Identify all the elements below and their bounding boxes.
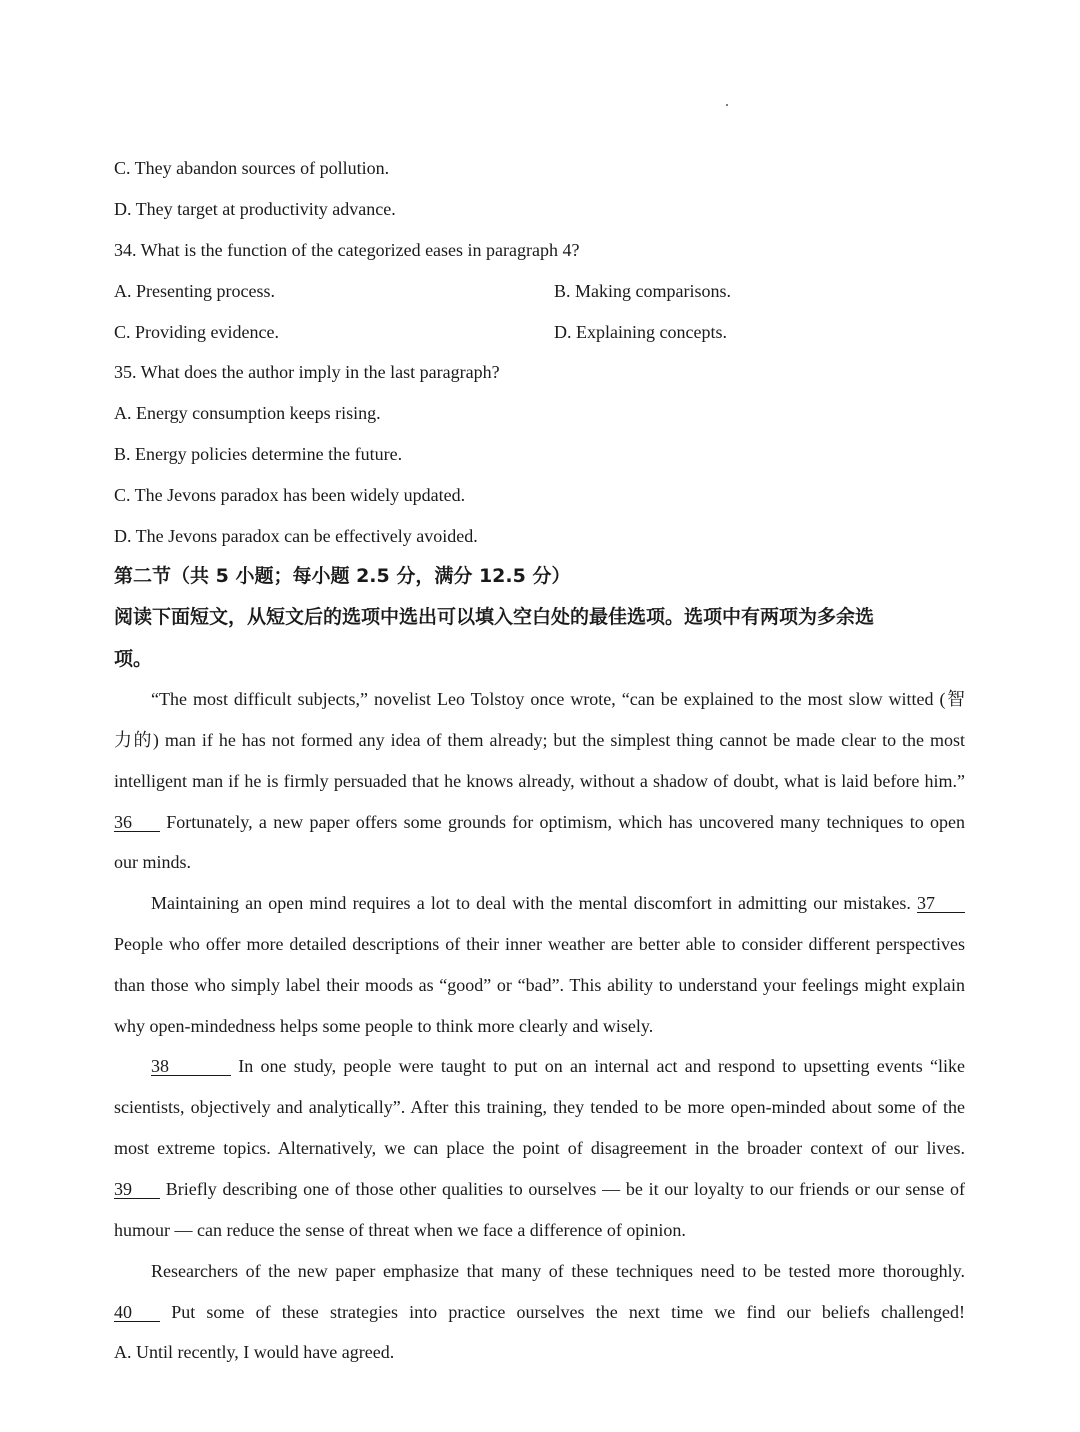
section-instruction-line1: 阅读下面短文，从短文后的选项中选出可以填入空白处的最佳选项。选项中有两项为多余选	[114, 606, 875, 628]
option-a: A. Until recently, I would have agreed.	[114, 1342, 395, 1362]
passage-p3-after38: In one study, people were taught to put on an internal act and respond to upsetting events “like	[238, 1056, 966, 1076]
blank-40[interactable]: 40	[114, 1303, 160, 1322]
section-instruction-line2: 项。	[114, 648, 153, 670]
passage-p1-line4	[114, 811, 965, 833]
q35-option-c: C. The Jevons paradox has been widely updated.	[114, 485, 466, 505]
passage-p2-line4: why open-mindedness helps some people to think more clearly and wisely.	[114, 1016, 654, 1036]
passage-p4-line2	[114, 1301, 965, 1323]
q35-option-d: D. The Jevons paradox can be effectively avoided.	[114, 526, 478, 546]
q34-option-a: A. Presenting process.	[114, 281, 275, 301]
passage-p4-after40: Put some of these strategies into practice ourselves the next time we find our beliefs challenged!	[171, 1302, 966, 1322]
passage-p2-line1	[151, 892, 965, 914]
q34-option-c: C. Providing evidence.	[114, 322, 279, 342]
scan-speck	[726, 104, 728, 106]
passage-p3-last: humour — can reduce the sense of threat when we face a difference of opinion.	[114, 1220, 686, 1240]
passage-p1-after36: Fortunately, a new paper offers some grounds for optimism, which has uncovered many techniques to open	[166, 812, 966, 832]
q33-option-c: C. They abandon sources of pollution.	[114, 158, 390, 178]
q33-option-d: D. They target at productivity advance.	[114, 199, 396, 219]
passage-p3-line4	[114, 1178, 965, 1200]
q35-option-a: A. Energy consumption keeps rising.	[114, 403, 381, 423]
blank-37[interactable]: 37	[917, 894, 965, 913]
q35-option-b: B. Energy policies determine the future.	[114, 444, 403, 464]
section-title: 第二节（共 5 小题；每小题 2.5 分，满分 12.5 分）	[114, 565, 571, 587]
passage-p3-after39: Briefly describing one of those other qualities to ourselves — be it our loyalty to our friends or our sense of	[165, 1179, 966, 1199]
passage-p2-text: Maintaining an open mind requires a lot to deal with the mental discomfort in admitting our mistakes.	[151, 893, 911, 913]
blank-39[interactable]: 39	[114, 1180, 160, 1199]
q35-stem: 35. What does the author imply in the last paragraph?	[114, 362, 500, 382]
passage-p3-line1	[151, 1055, 965, 1077]
passage-p2-line2: People who offer more detailed descriptions of their inner weather are better able to consider different perspectives	[114, 934, 965, 954]
passage-p3-line2: scientists, objectively and analytically”. After this training, they tended to be more open-minded about some of the	[114, 1097, 965, 1117]
passage-p1-last: our minds.	[114, 852, 192, 872]
q34-stem: 34. What is the function of the categorized eases in paragraph 4?	[114, 240, 580, 260]
passage-p2-line3: than those who simply label their moods as “good” or “bad”. This ability to understand your feelings might explain	[114, 975, 965, 995]
blank-38[interactable]: 38	[151, 1057, 231, 1076]
passage-p4-line1: Researchers of the new paper emphasize that many of these techniques need to be tested more thoroughly.	[151, 1261, 965, 1281]
blank-36[interactable]: 36	[114, 813, 160, 832]
passage-p3-line3: most extreme topics. Alternatively, we can place the point of disagreement in the broader context of our lives.	[114, 1138, 965, 1158]
passage-p1-line2: 力的) man if he has not formed any idea of them already; but the simplest thing cannot be made clear to the most	[114, 730, 965, 750]
q34-option-b: B. Making comparisons.	[554, 281, 731, 301]
q34-option-d: D. Explaining concepts.	[554, 322, 727, 342]
passage-p1-line1: “The most difficult subjects,” novelist Leo Tolstoy once wrote, “can be explained to the most slow witted (智	[151, 689, 965, 709]
passage-p1-line3: intelligent man if he is firmly persuaded that he knows already, without a shadow of doubt, what is laid before him.”	[114, 771, 965, 791]
